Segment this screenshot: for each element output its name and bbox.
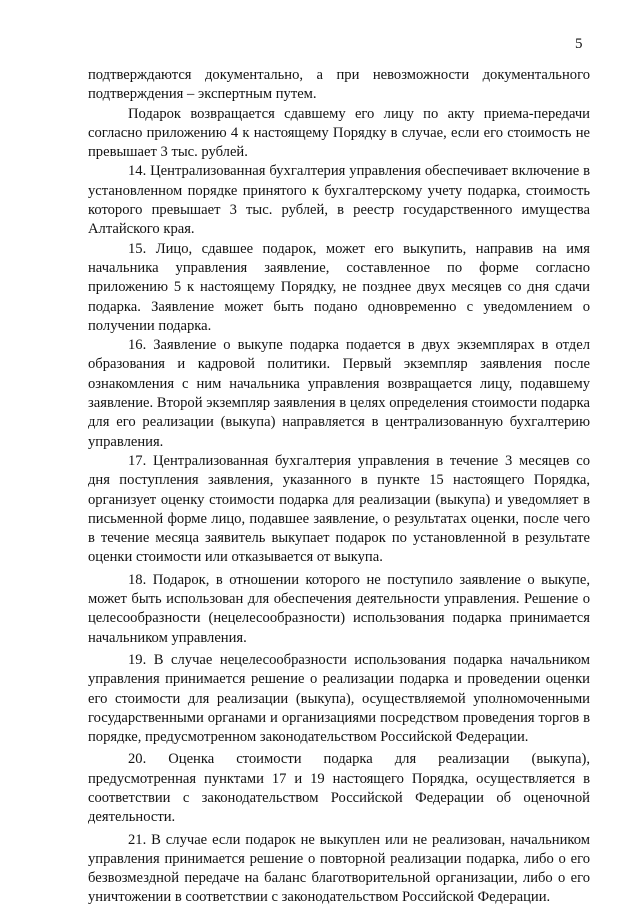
page-number: 5	[575, 36, 583, 52]
paragraph-14: 14. Централизованная бухгалтерия управления обеспечивает включение в установленном порядке принятого к бухгалтерскому учету подарка, стоимость которого превышает 3 тыс. рублей, в реестр государственного имущества Алтайского края.	[88, 163, 590, 238]
paragraph-continuation: подтверждаются документально, а при невозможности документального подтверждения – экспертным путем.	[88, 67, 590, 103]
paragraph-20: 20. Оценка стоимости подарка для реализации (выкупа), предусмотренная пунктами 17 и 19 настоящего Порядка, осуществляется в соответствии с законодательством Российской Федерации об оценочной деятельности.	[88, 751, 590, 826]
document-body	[88, 66, 590, 908]
paragraph-17: 17. Централизованная бухгалтерия управления в течение 3 месяцев со дня поступления заявления, указанного в пункте 15 настоящего Порядка, организует оценку стоимости подарка для реализации (выкупа) и уведомляет в письменной форме лицо, подавшее заявление, о результатах оценки, после чего в течение месяца заявитель выкупает подарок по установленной в результате оценки стоимости или отказывается от выкупа.	[88, 452, 590, 566]
paragraph-return-gift: Подарок возвращается сдавшему его лицу по акту приема-передачи согласно приложению 4 к настоящему Порядку в случае, если его стоимость не превышает 3 тыс. рублей.	[88, 105, 590, 161]
paragraph-16: 16. Заявление о выкупе подарка подается в двух экземплярах в отдел образования и кадровой политики. Первый экземпляр заявления после ознакомления с ним начальника управления возвращается лицу, подавшему заявление. Второй экземпляр заявления в целях определения стоимости подарка для его реализации (выкупа) направляется в централизованную бухгалтерию управления.	[88, 337, 590, 450]
paragraph-19: 19. В случае нецелесообразности использования подарка начальником управления принимается решение о реализации подарка и проведении оценки его стоимости для реализации (выкупа), осуществляемой уполномоченными государственными органами и организациями посредством проведения торгов в порядке, предусмотренном законодательством Российской Федерации.	[88, 651, 590, 746]
paragraph-21: 21. В случае если подарок не выкуплен или не реализован, начальником управления принимается решение о повторной реализации подарка, либо о его безвозмездной передаче на баланс благотворительной организации, либо о его уничтожении в соответствии с законодательством Российской Федерации.	[88, 831, 590, 906]
paragraph-18: 18. Подарок, в отношении которого не поступило заявление о выкупе, может быть использован для обеспечения деятельности управления. Решение о целесообразности (нецелесообразности) использования подарка принимается начальником управления.	[88, 571, 590, 646]
paragraph-15: 15. Лицо, сдавшее подарок, может его выкупить, направив на имя начальника управления заявление, составленное по форме согласно приложению 5 к настоящему Порядку, не позднее двух месяцев со дня сдачи подарка. Заявление может быть подано одновременно с уведомлением о получении подарка.	[88, 240, 590, 334]
